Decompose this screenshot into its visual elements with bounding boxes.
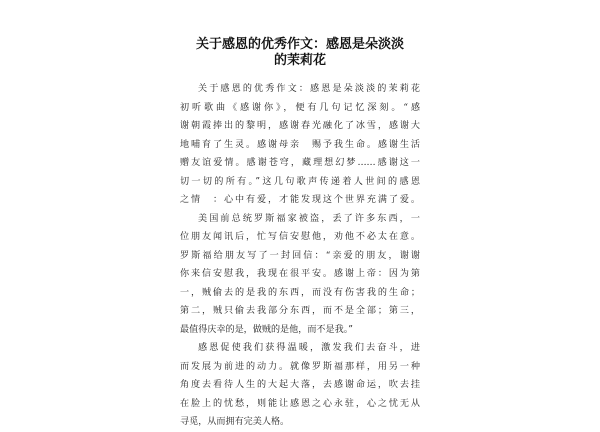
text-line: 角度去看待人生的大起大落，去感谢命运，吹去挂 [180,380,420,390]
paragraph-3 [180,339,420,432]
text-line: 最值得庆幸的是，做贼的是他，而不是我。” [180,324,353,335]
text-line: 在脸上的忧愁，则能让感恩之心永驻，心之忧无从 [180,398,420,409]
text-line: 寻觅，从而拥有完美人格。 [180,417,290,427]
text-line: 美国前总统罗斯福家被盗，丢了许多东西，一 [198,213,420,224]
text-line: 地哺育了生灵。感谢母亲 赐予我生命。感谢生活 [180,139,420,150]
text-line: 初听歌曲《感谢你》，便有几句记忆深刻。“感 [180,102,420,113]
text-line: 罗斯福给朋友写了一封回信：“亲爱的朋友，谢谢 [180,250,420,261]
text-line: 赠友谊爱情。感谢苍穹，藏理想幻梦……感谢这一 [180,158,420,168]
paragraph-2 [180,210,420,340]
text-line: 之情 ：心中有爱，才能发现这个世界充满了爱。 [180,195,420,205]
text-line: 一，贼偷去的是我的东西，而没有伤害我的生命； [180,287,420,298]
document-body [180,80,420,432]
document-title-line-2: 的茉莉花 [273,53,326,68]
text-line: 第二，贼只偷去我部分东西，而不是全部；第三， [180,306,420,316]
paragraph-1 [180,80,420,210]
text-line: 切一切的所有。”这几句歌声传递着人世间的感恩 [180,176,420,187]
text-line: 而发展为前进的动力。就像罗斯福那样，用另一种 [180,361,420,372]
text-line: 谢朝霞捧出的黎明，感谢春光融化了冰雪，感谢大 [180,121,420,131]
text-line: 关于感恩的优秀作文：感恩是朵淡淡的茉莉花 [198,84,420,94]
document-title-line-1: 关于感恩的优秀作文：感恩是朵淡淡 [195,37,404,52]
text-line: 你来信安慰我，我现在很平安。感谢上帝：因为第 [180,269,420,279]
text-line: 感恩促使我们获得温暖，激发我们去奋斗，进 [198,343,420,353]
text-line: 位朋友闻讯后，忙写信安慰他，劝他不必太在意。 [180,232,420,242]
